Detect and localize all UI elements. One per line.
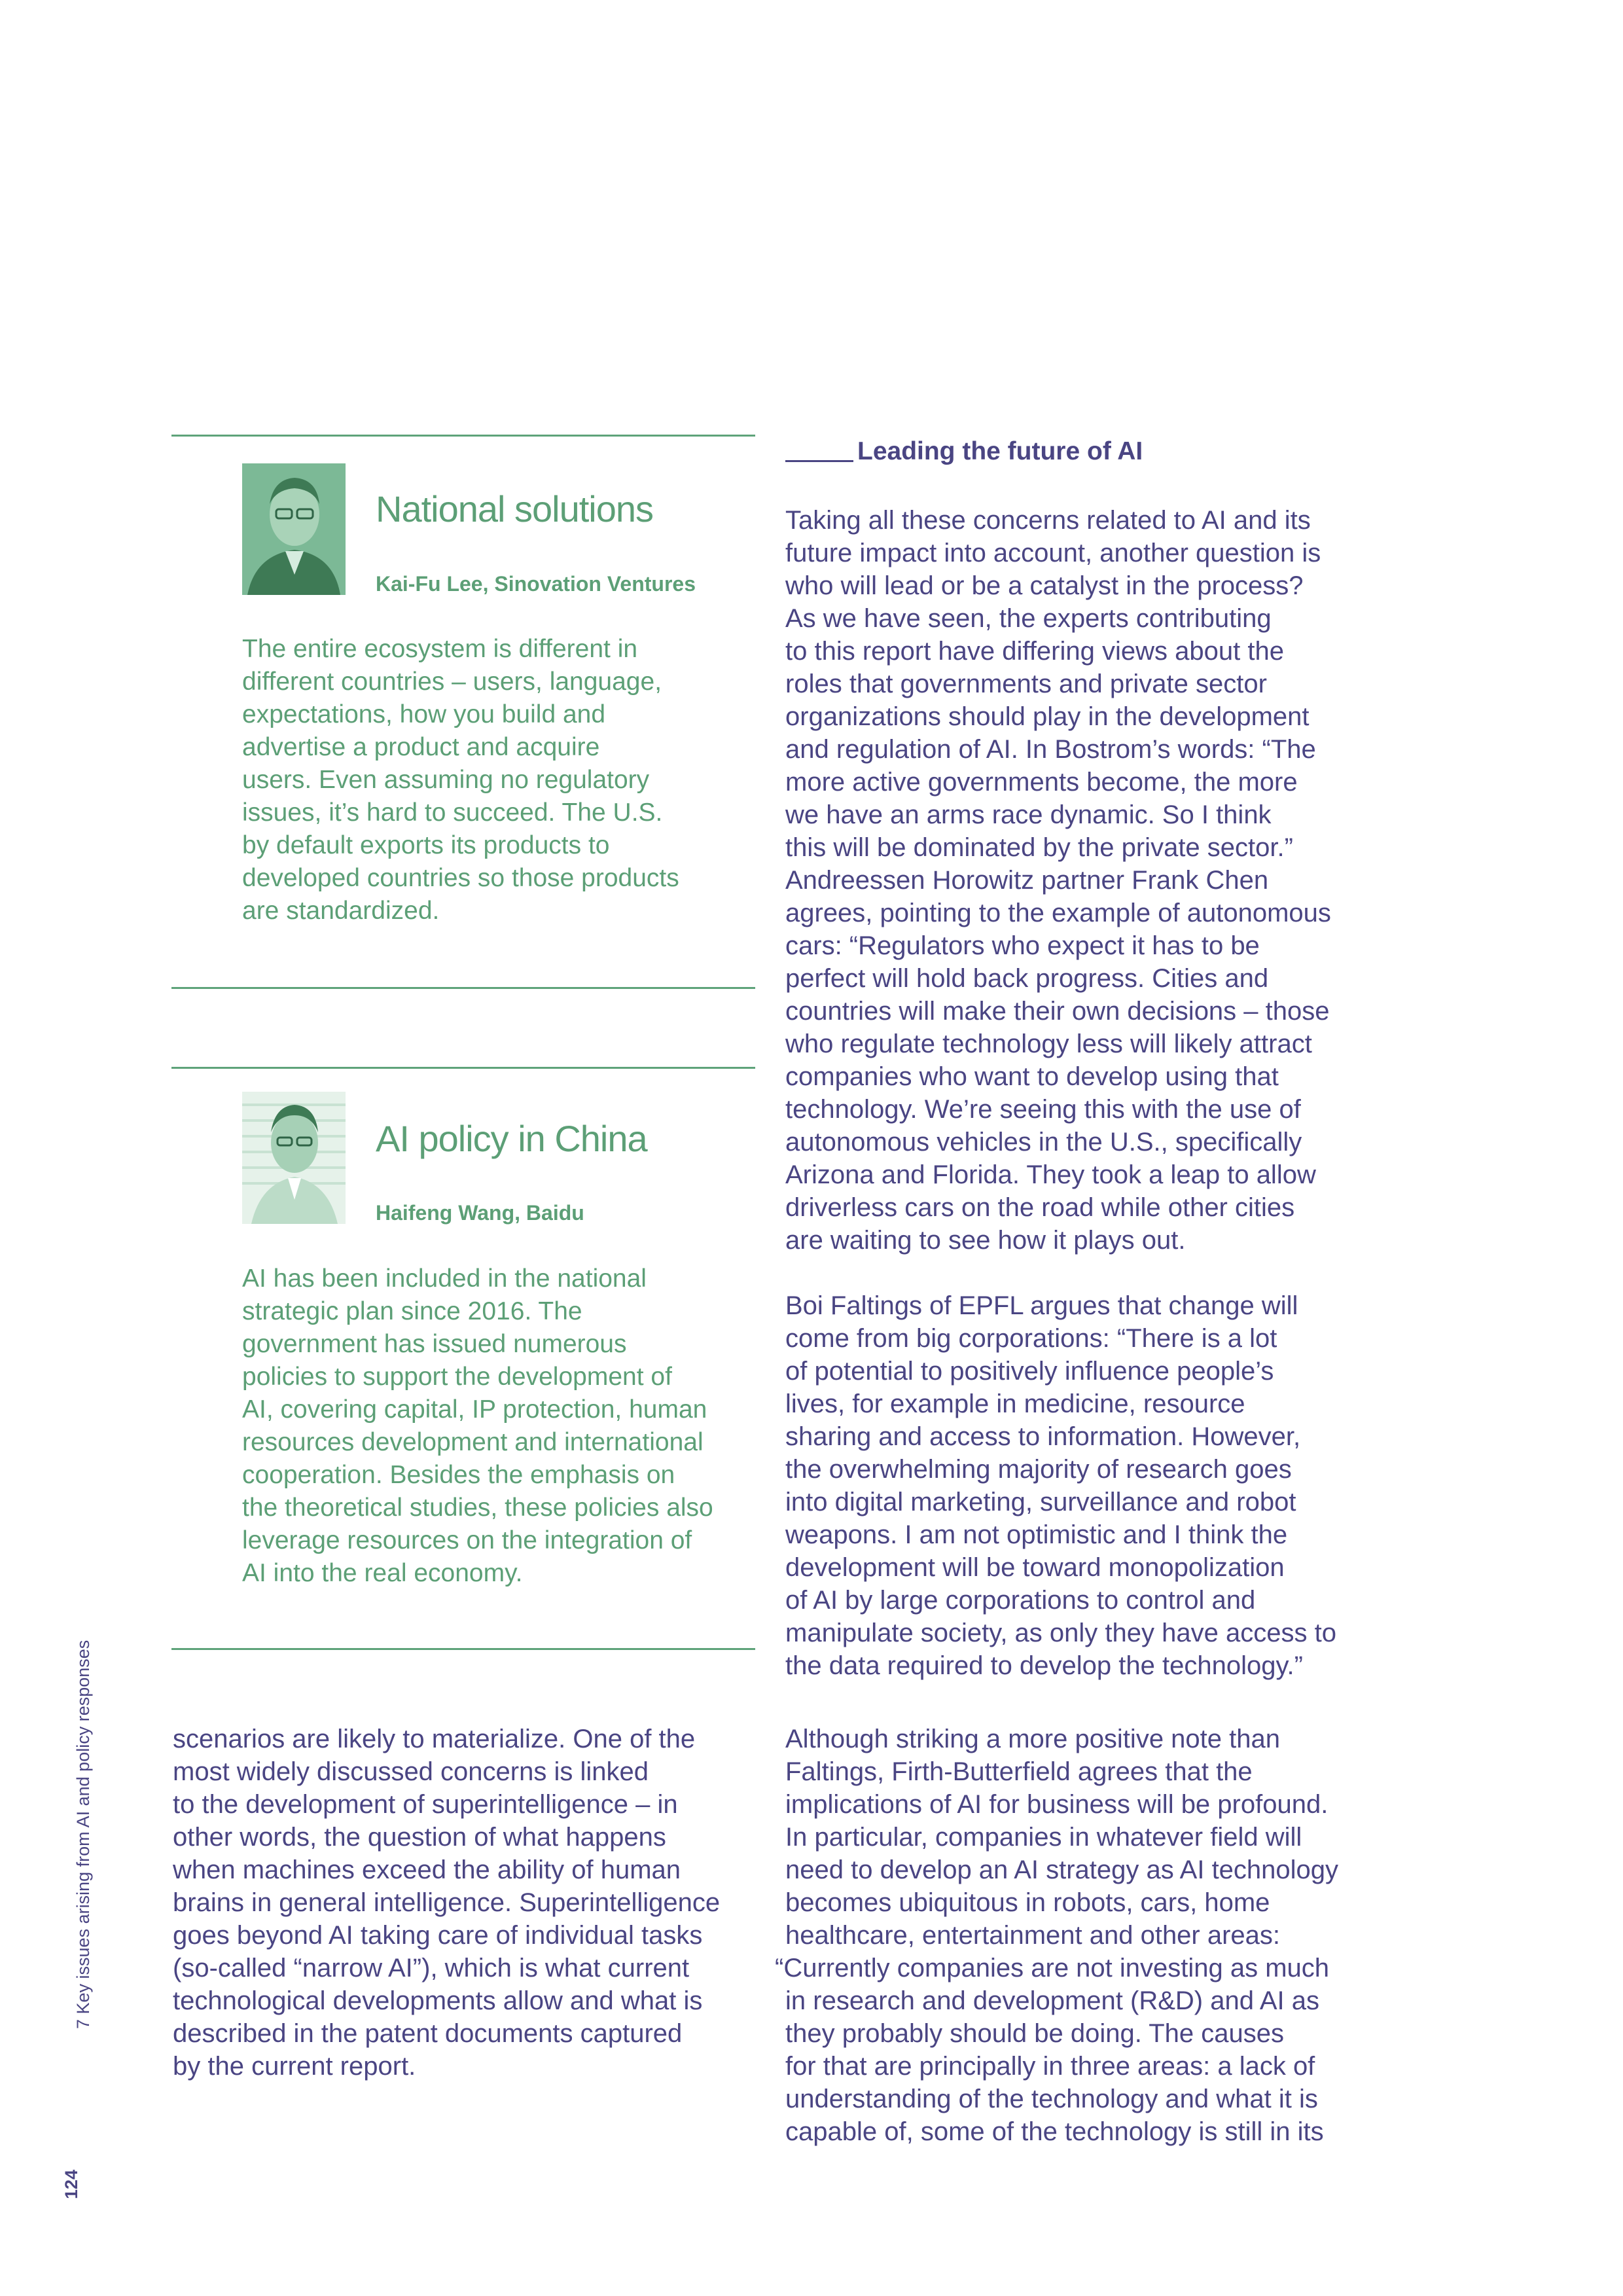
body-line: who regulate technology less will likely attract xyxy=(785,1030,1312,1058)
body-line: Boi Faltings of EPFL argues that change will xyxy=(785,1291,1298,1320)
body-line: As we have seen, the experts contributing xyxy=(785,604,1272,633)
quote-line: The entire ecosystem is different in xyxy=(242,635,638,663)
body-line: in research and development (R&D) and AI as xyxy=(785,1986,1319,2015)
quote-line: by default exports its products to xyxy=(242,831,610,859)
body-line: into digital marketing, surveillance and robot xyxy=(785,1488,1296,1516)
body-line: other words, the question of what happens xyxy=(173,1823,666,1852)
body-line: weapons. I am not optimistic and I think the xyxy=(785,1520,1288,1549)
quote-line: issues, it’s hard to succeed. The U.S. xyxy=(242,798,663,827)
body-line: technological developments allow and what is xyxy=(173,1986,703,2015)
right-para-3 xyxy=(775,1723,1440,2148)
quote-line: developed countries so those products xyxy=(242,864,679,892)
body-line: sharing and access to information. However, xyxy=(785,1422,1301,1451)
body-line: to the development of superintelligence – in xyxy=(173,1790,678,1819)
body-line: development will be toward monopolization xyxy=(785,1553,1285,1582)
right-para-1 xyxy=(785,504,1440,1257)
body-line: understanding of the technology and what it is xyxy=(785,2085,1318,2113)
body-line: future impact into account, another question is xyxy=(785,539,1321,567)
portrait-icon xyxy=(242,1092,346,1224)
body-line: In particular, companies in whatever field will xyxy=(785,1823,1302,1852)
quote-line: advertise a product and acquire xyxy=(242,733,600,761)
body-line: the data required to develop the technology.” xyxy=(785,1651,1303,1680)
body-line: are waiting to see how it plays out. xyxy=(785,1226,1186,1255)
body-line: more active governments become, the more xyxy=(785,768,1298,797)
body-line: driverless cars on the road while other cities xyxy=(785,1193,1295,1222)
body-line: scenarios are likely to materialize. One of the xyxy=(173,1725,696,1753)
quote-line: different countries – users, language, xyxy=(242,668,662,696)
body-line: of AI by large corporations to control and xyxy=(785,1586,1256,1615)
quote-line: resources development and international xyxy=(242,1428,704,1456)
body-line: agrees, pointing to the example of autonomous xyxy=(785,899,1331,927)
quote-line: AI, covering capital, IP protection, human xyxy=(242,1395,707,1424)
box2-title: AI policy in China xyxy=(376,1118,647,1159)
body-line: Arizona and Florida. They took a leap to allow xyxy=(785,1160,1316,1189)
quote-line: government has issued numerous xyxy=(242,1330,627,1358)
box2-top-rule xyxy=(171,1067,755,1069)
body-line: becomes ubiquitous in robots, cars, home xyxy=(785,1888,1270,1917)
body-line: lives, for example in medicine, resource xyxy=(785,1390,1245,1418)
body-line: “Currently companies are not investing as much xyxy=(775,1954,1330,1982)
portrait-icon xyxy=(242,463,346,595)
body-line: of potential to positively influence people’s xyxy=(785,1357,1274,1386)
body-line: they probably should be doing. The causes xyxy=(785,2019,1285,2048)
right-para-2 xyxy=(785,1289,1440,1682)
section-heading xyxy=(785,437,1143,466)
body-line: brains in general intelligence. Superintelligence xyxy=(173,1888,721,1917)
heading-dash xyxy=(785,460,853,462)
quote-line: strategic plan since 2016. The xyxy=(242,1297,582,1325)
body-line: for that are principally in three areas: a lack of xyxy=(785,2052,1315,2081)
box2-author: Haifeng Wang, Baidu xyxy=(376,1201,584,1225)
body-line: technology. We’re seeing this with the use of xyxy=(785,1095,1301,1124)
page-number: 124 xyxy=(62,2169,81,2199)
body-line: organizations should play in the development xyxy=(785,702,1310,731)
body-line: companies who want to develop using that xyxy=(785,1062,1279,1091)
quote-line: policies to support the development of xyxy=(242,1363,672,1391)
box1-title: National solutions xyxy=(376,488,654,529)
quote-line: are standardized. xyxy=(242,897,440,925)
body-line: most widely discussed concerns is linked xyxy=(173,1757,649,1786)
body-line: when machines exceed the ability of human xyxy=(173,1856,681,1884)
left-body-text xyxy=(173,1723,762,2083)
haifeng-wang-photo xyxy=(242,1092,346,1224)
box1-author: Kai-Fu Lee, Sinovation Ventures xyxy=(376,572,696,596)
body-line: this will be dominated by the private sector.” xyxy=(785,833,1293,862)
section-heading-text: Leading the future of AI xyxy=(857,437,1143,465)
body-line: roles that governments and private sector xyxy=(785,670,1267,698)
body-line: capable of, some of the technology is still in its xyxy=(785,2117,1324,2146)
body-line: Faltings, Firth-Butterfield agrees that the xyxy=(785,1757,1253,1786)
body-line: described in the patent documents captured xyxy=(173,2019,683,2048)
body-line: by the current report. xyxy=(173,2052,416,2081)
box2-quote xyxy=(242,1263,766,1590)
body-line: who will lead or be a catalyst in the process? xyxy=(785,571,1304,600)
body-line: Although striking a more positive note than xyxy=(785,1725,1280,1753)
body-line: come from big corporations: “There is a lot xyxy=(785,1324,1277,1353)
body-line: manipulate society, as only they have access to xyxy=(785,1619,1336,1647)
box2-bottom-rule xyxy=(171,1648,755,1650)
quote-line: AI has been included in the national xyxy=(242,1265,647,1293)
box1-top-rule xyxy=(171,435,755,437)
body-line: Taking all these concerns related to AI and its xyxy=(785,506,1311,535)
quote-line: leverage resources on the integration of xyxy=(242,1526,692,1554)
box1-bottom-rule xyxy=(171,987,755,989)
body-line: and regulation of AI. In Bostrom’s words: “The xyxy=(785,735,1316,764)
body-line: perfect will hold back progress. Cities and xyxy=(785,964,1269,993)
body-line: the overwhelming majority of research goes xyxy=(785,1455,1292,1484)
body-line: autonomous vehicles in the U.S., specifically xyxy=(785,1128,1302,1157)
quote-line: the theoretical studies, these policies also xyxy=(242,1494,713,1522)
body-line: implications of AI for business will be profound. xyxy=(785,1790,1329,1819)
quote-line: users. Even assuming no regulatory xyxy=(242,766,650,794)
body-line: we have an arms race dynamic. So I think xyxy=(785,800,1272,829)
body-line: (so-called “narrow AI”), which is what current xyxy=(173,1954,690,1982)
body-line: Andreessen Horowitz partner Frank Chen xyxy=(785,866,1269,895)
body-line: healthcare, entertainment and other areas: xyxy=(785,1921,1281,1950)
quote-line: expectations, how you build and xyxy=(242,700,606,728)
body-line: to this report have differing views about the xyxy=(785,637,1284,666)
quote-line: AI into the real economy. xyxy=(242,1559,523,1587)
box1-quote xyxy=(242,633,766,927)
body-line: need to develop an AI strategy as AI technology xyxy=(785,1856,1339,1884)
body-line: countries will make their own decisions – those xyxy=(785,997,1330,1026)
quote-line: cooperation. Besides the emphasis on xyxy=(242,1461,675,1489)
kai-fu-lee-photo xyxy=(242,463,346,595)
section-label: 7 Key issues arising from AI and policy responses xyxy=(73,1640,93,2029)
body-line: goes beyond AI taking care of individual tasks xyxy=(173,1921,703,1950)
body-line: cars: “Regulators who expect it has to be xyxy=(785,931,1260,960)
